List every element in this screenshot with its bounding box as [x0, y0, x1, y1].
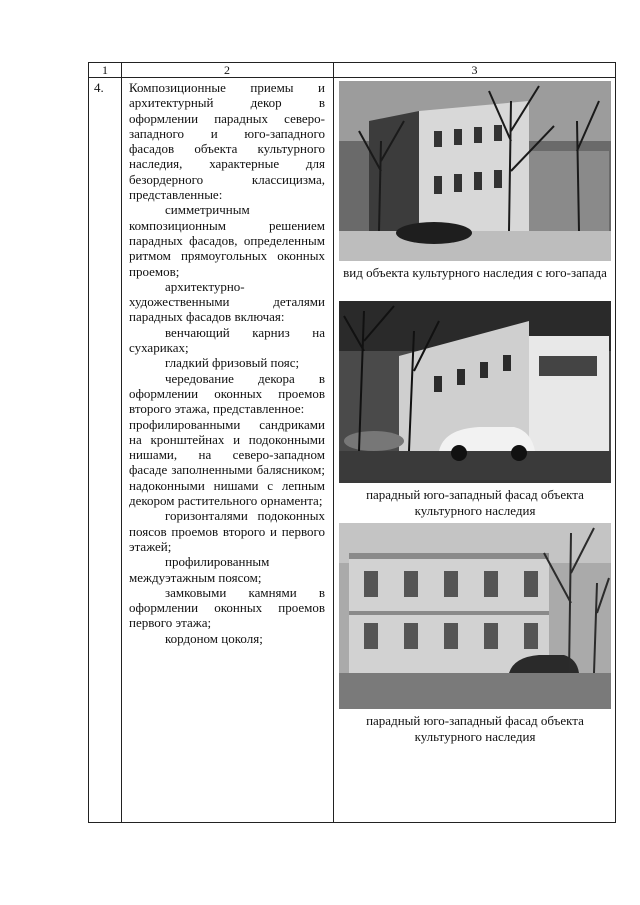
header-divider — [89, 77, 615, 78]
row-number: 4. — [94, 80, 104, 95]
description-paragraph: Композиционные приемы и архитектурный декор в оформлении парадных северо-западного и юго-западного фасадов объекта культурного наследия, характерные для безордерного классицизма, представленные: — [129, 80, 325, 203]
description-paragraph: профилированными сандриками на кронштейнах и подоконными нишами, на северо-западном фасаде заполненными балясником; надоконными нишами с лепным декором растительного орнамента; — [129, 416, 325, 509]
description-paragraph: симметричным композиционным решением парадных фасадов, определенным ритмом прямоугольных оконных проемов; — [129, 202, 325, 279]
header-col-1: 1 — [102, 63, 108, 77]
photo-caption: парадный юго-западный фасад объекта культурного наследия — [366, 713, 584, 744]
photo-caption: парадный юго-западный фасад объекта культурного наследия — [366, 487, 584, 518]
photo-caption: вид объекта культурного наследия с юго-запада — [343, 265, 607, 280]
description-paragraph: замковыми камнями в оформлении оконных проемов первого этажа; — [129, 584, 325, 631]
description-cell — [129, 80, 325, 646]
photo-building-southwest-view — [339, 81, 611, 261]
description-paragraph: чередование декора в оформлении оконных проемов второго этажа, представленное: — [129, 370, 325, 417]
photo-southwest-facade — [339, 301, 611, 483]
column-divider-1 — [121, 63, 122, 822]
description-paragraph: горизонталями подоконных поясов проемов второго и первого этажей; — [129, 508, 325, 554]
header-col-2: 2 — [224, 63, 230, 77]
header-col-3: 3 — [471, 63, 478, 77]
heritage-table — [88, 62, 616, 823]
description-paragraph: архитектурно-художественными деталями парадных фасадов включая: — [129, 278, 325, 325]
description-paragraph: профилированным междуэтажным поясом; — [129, 554, 270, 585]
description-paragraph: гладкий фризовый пояс; — [165, 355, 300, 371]
description-paragraph: венчающий карниз на сухариках; — [129, 324, 325, 356]
photo-southwest-facade-front — [339, 523, 611, 709]
column-divider-2 — [333, 63, 334, 822]
description-paragraph: кордоном цоколя; — [165, 630, 263, 646]
